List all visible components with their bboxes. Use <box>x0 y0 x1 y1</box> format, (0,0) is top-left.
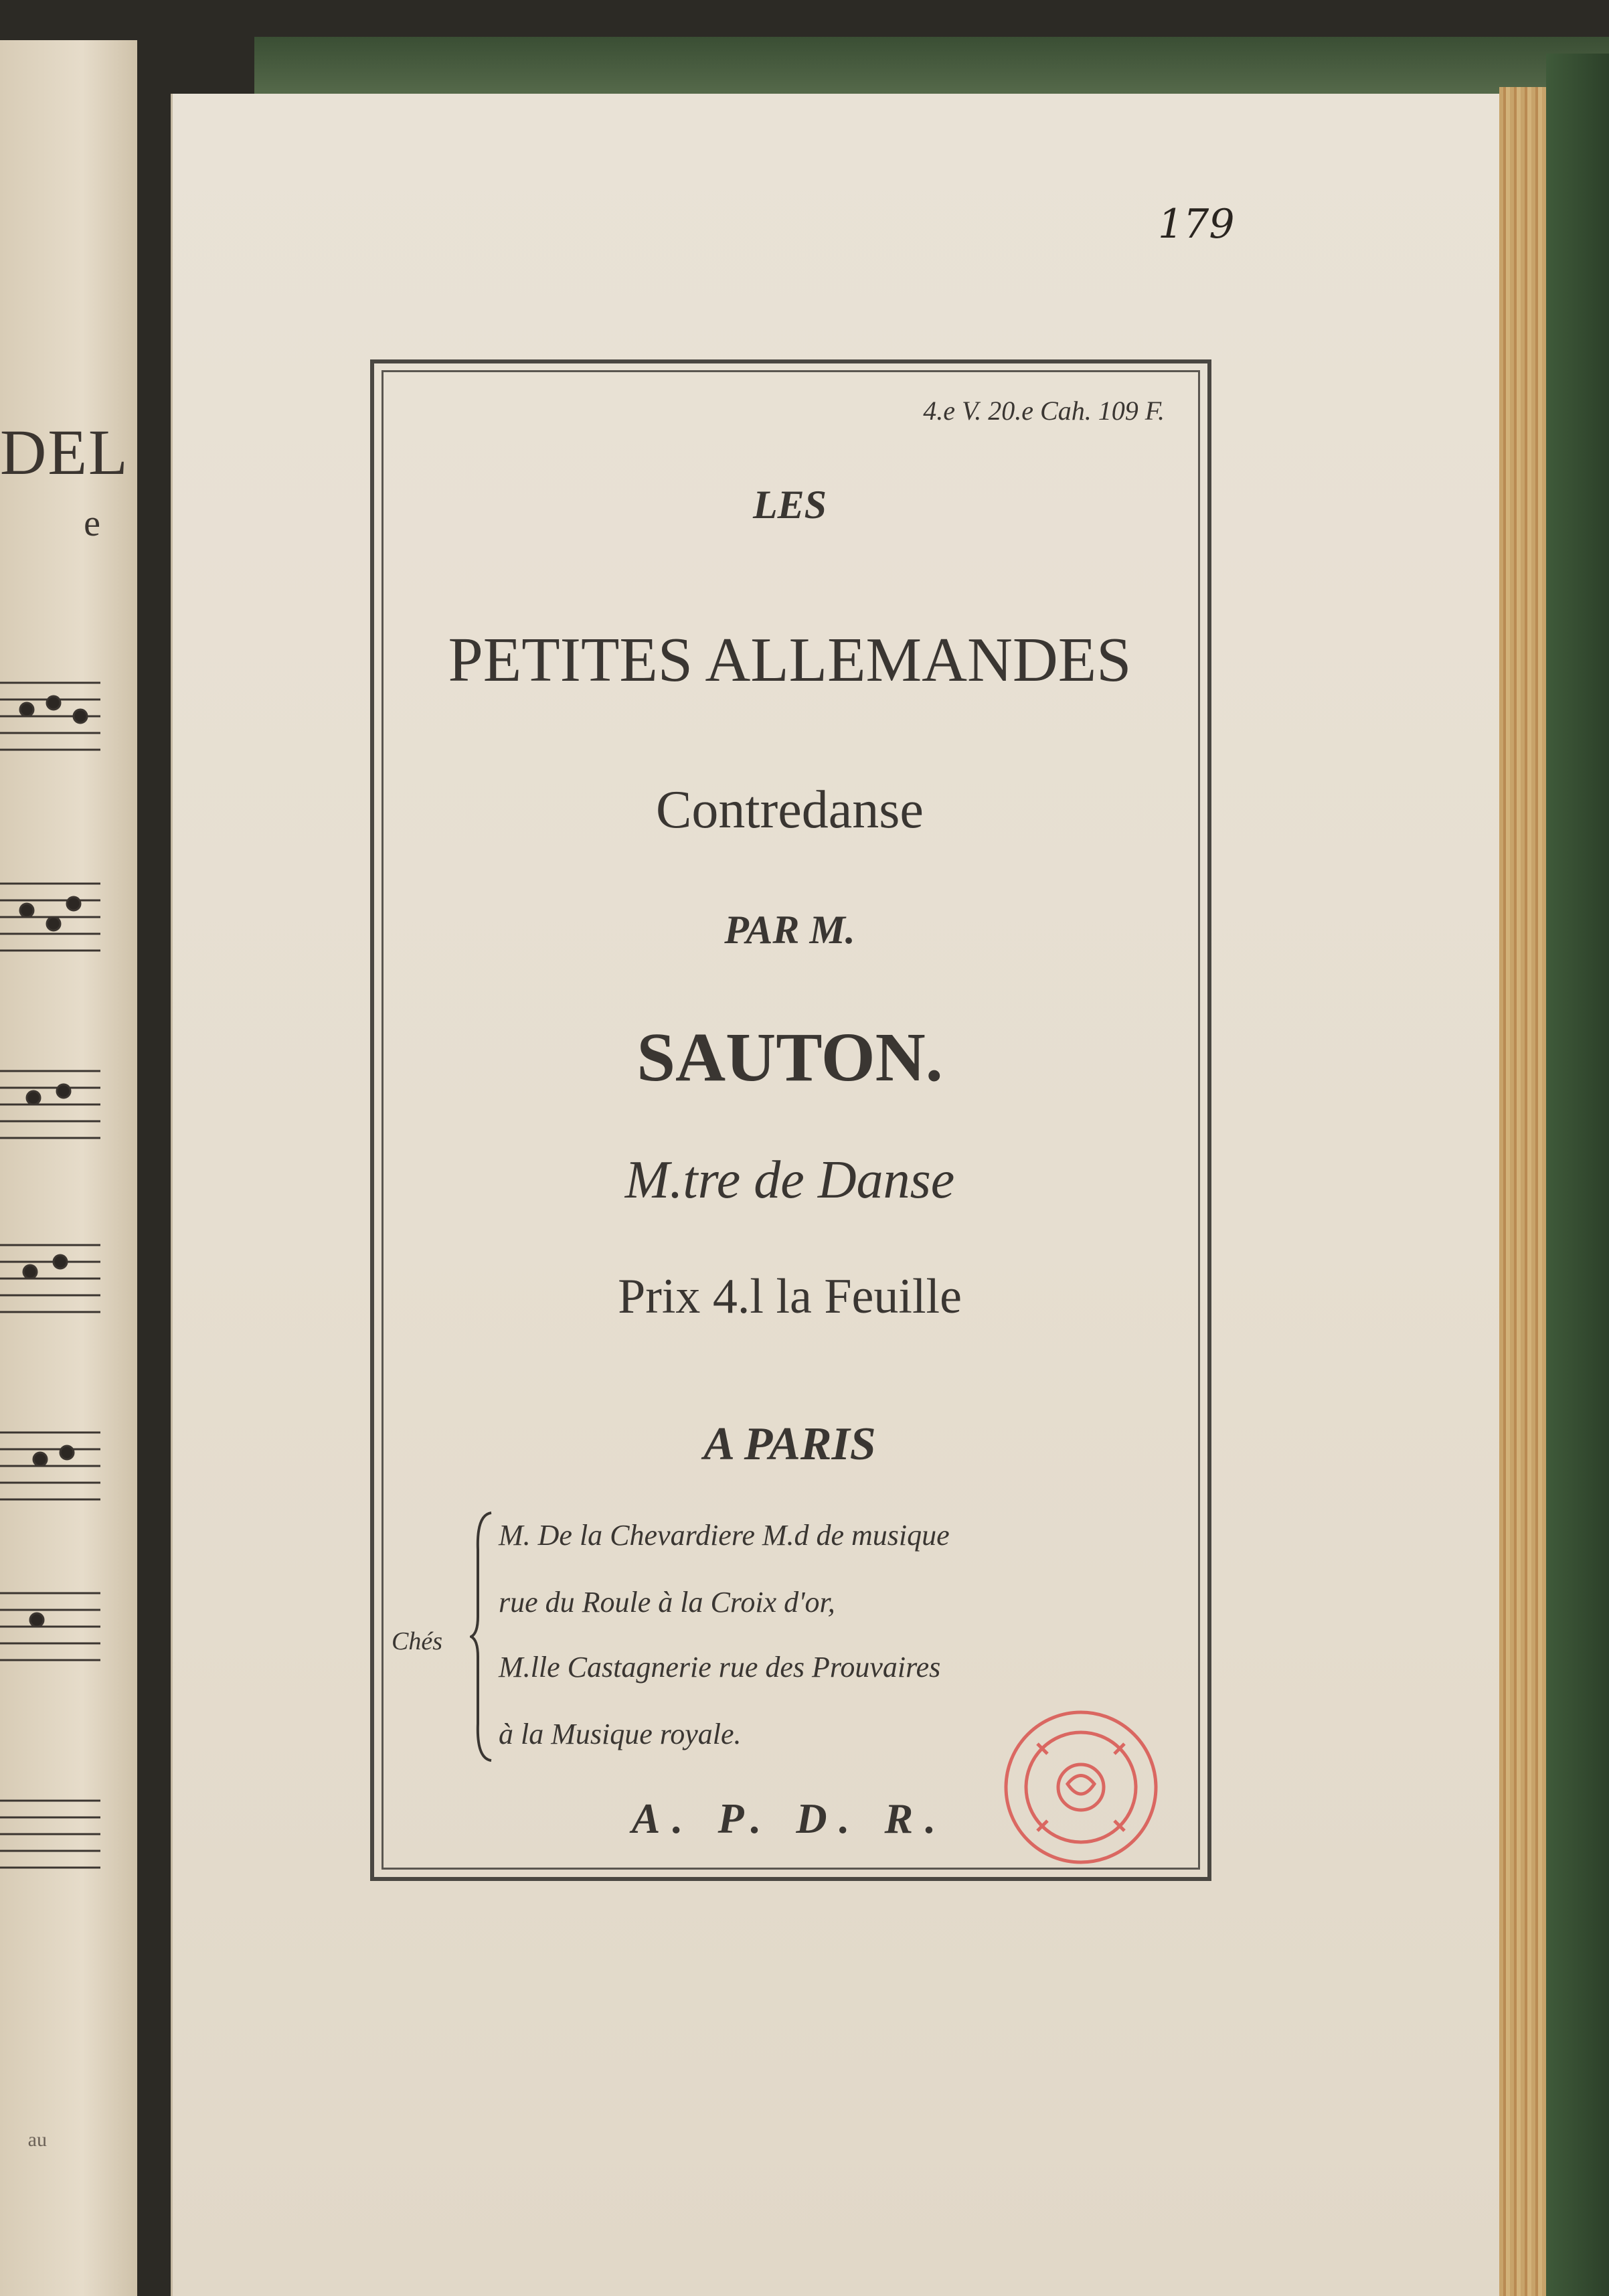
work-title: PETITES ALLEMANDES <box>448 625 1132 695</box>
library-stamp-icon <box>997 1704 1165 1871</box>
publisher-address-line: M.lle Castagnerie rue des Prouvaires <box>499 1651 941 1684</box>
curly-brace-icon <box>470 1509 497 1764</box>
price-line: Prix 4.l la Feuille <box>618 1269 962 1324</box>
left-page-title-fragment: DEL <box>0 416 129 488</box>
folio-number: 179 <box>1158 201 1235 248</box>
publisher-address-line: à la Musique royale. <box>499 1718 742 1750</box>
attribution-line: PAR M. <box>724 908 855 952</box>
left-page-footer-fragment: au <box>27 2129 47 2151</box>
publisher-address-line: rue du Roule à la Croix d'or, <box>499 1586 835 1619</box>
title-frame-inner <box>382 370 1200 1870</box>
binding-top-edge <box>254 37 1609 94</box>
genre-line: Contredanse <box>656 781 924 839</box>
title-article: LES <box>752 483 827 527</box>
place-of-publication: A PARIS <box>703 1418 876 1470</box>
left-facing-page <box>0 40 137 2296</box>
green-binding-board <box>1546 54 1609 2296</box>
music-staff-fragment <box>0 40 137 2296</box>
left-page-subtitle-fragment: e <box>84 503 100 544</box>
shelfmark: 4.e V. 20.e Cah. 109 F. <box>923 396 1165 426</box>
ches-label: Chés <box>392 1627 442 1655</box>
composer-name: SAUTON. <box>637 1019 943 1096</box>
publisher-address-line: M. De la Chevardiere M.d de musique <box>499 1519 950 1552</box>
privilege-line: A. P. D. R. <box>631 1795 948 1842</box>
composer-role: M.tre de Danse <box>624 1151 955 1210</box>
page-edges <box>1499 87 1546 2296</box>
